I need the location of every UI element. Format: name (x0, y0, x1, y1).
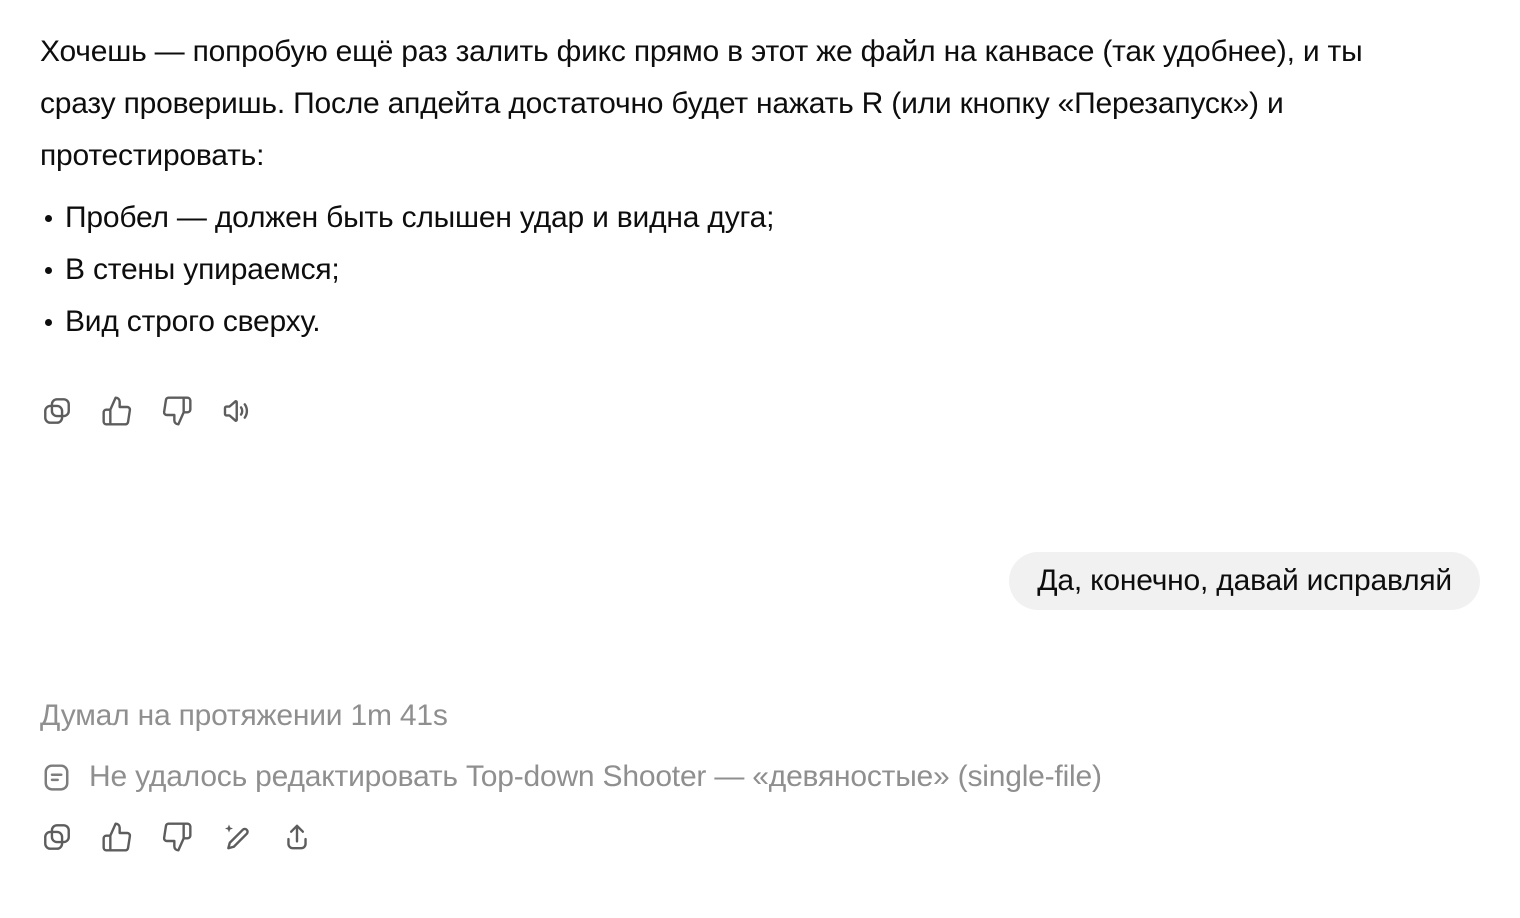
read-aloud-button[interactable] (220, 394, 254, 428)
copy-button[interactable] (40, 820, 74, 854)
document-icon (40, 761, 73, 794)
thumbs-up-icon (101, 821, 133, 853)
bullet-dot (45, 215, 52, 222)
assistant-bullet-list (40, 192, 1480, 348)
list-item-text: Вид строго сверху. (65, 305, 321, 338)
thumbs-up-button[interactable] (100, 394, 134, 428)
thumbs-down-icon (161, 395, 193, 427)
edit-button[interactable] (220, 820, 254, 854)
share-button[interactable] (280, 820, 314, 854)
assistant-paragraph-line: Хочешь — попробую ещё раз залить фикс прямо в этот же файл на канвасе (так удобнее), и ты (40, 35, 1363, 68)
share-icon (281, 821, 313, 853)
assistant-paragraph-line: протестировать: (40, 139, 265, 172)
edit-sparkle-icon (221, 821, 253, 853)
list-item-text: В стены упираемся; (65, 253, 340, 286)
list-item (40, 192, 1480, 244)
thumbs-down-button[interactable] (160, 394, 194, 428)
thumbs-up-button[interactable] (100, 820, 134, 854)
copy-button[interactable] (40, 394, 74, 428)
list-item-text: Пробел — должен быть слышен удар и видна дуга; (65, 201, 775, 234)
bullet-dot (45, 267, 52, 274)
assistant-action-bar (40, 394, 1480, 428)
thumbs-down-icon (161, 821, 193, 853)
read-aloud-icon (221, 395, 253, 427)
copy-icon (41, 395, 73, 427)
list-item (40, 244, 1480, 296)
assistant-paragraph-line: сразу проверишь. После апдейта достаточно будет нажать R (или кнопку «Перезапуск») и (40, 87, 1284, 120)
failed-edit-status (40, 758, 1480, 796)
copy-icon (41, 821, 73, 853)
user-message-row (40, 552, 1480, 610)
bullet-dot (45, 319, 52, 326)
assistant-message (40, 26, 1480, 348)
failed-edit-text: Не удалось редактировать Top-down Shooter — «девяностые» (single-file) (89, 760, 1102, 793)
list-item (40, 296, 1480, 348)
thumbs-up-icon (101, 395, 133, 427)
thumbs-down-button[interactable] (160, 820, 194, 854)
status-action-bar (40, 820, 1480, 854)
user-message-bubble: Да, конечно, давай исправляй (1009, 552, 1480, 610)
thinking-duration-label: Думал на протяжении 1m 41s (40, 699, 448, 732)
